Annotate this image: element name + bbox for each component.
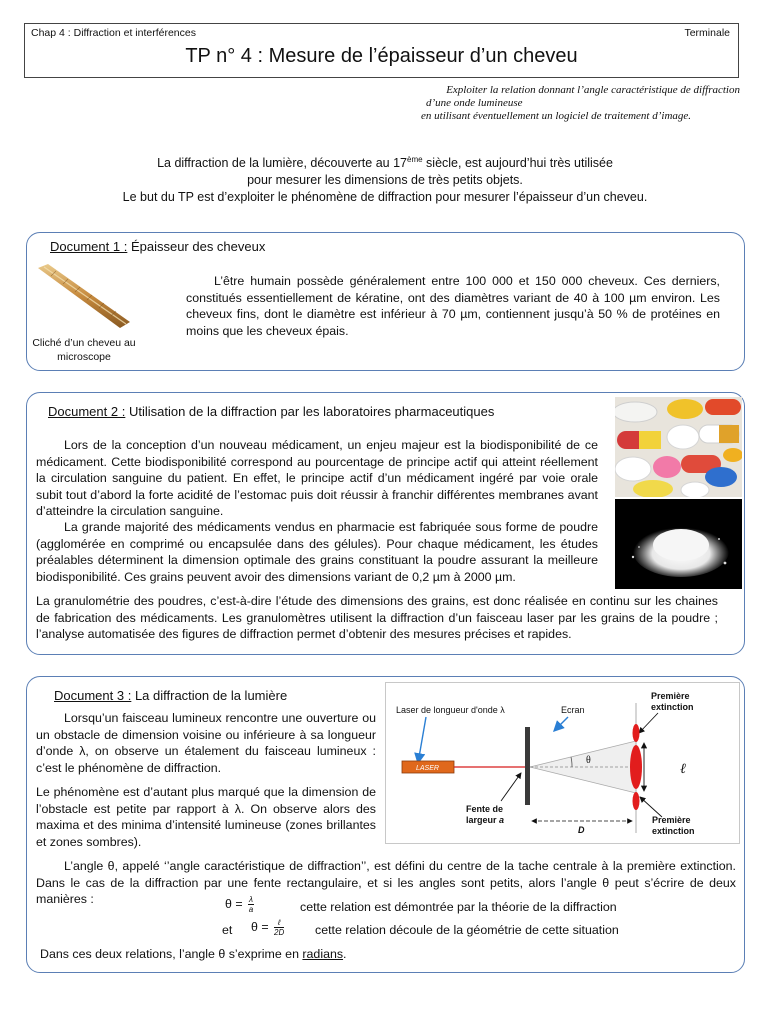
document-3-paragraph-2: Le phénomène est d’autant plus marqué que la dimension de l’obstacle est petite par rapport à λ. On observe alors des maxima et des minima d’intensité lumineuse (zones brillantes et zones sombres). (36, 785, 376, 849)
document-1-text: L’être humain possède généralement entre 100 000 et 150 000 cheveux. Ces derniers, constitués essentiellement de kératine, ont des diamètres variant de 40 à 100 µm environ. Les cheveux fins, dont le diamètre est inférieur à 70 µm, contiennent jusqu’à 50 % de protéines en moins que les cheveux épais. (186, 274, 720, 338)
intro-line-3: Le but du TP est d’exploiter le phénomène de diffraction pour mesurer l’épaisseur d’un cheveu. (122, 190, 648, 205)
secondary-spot-top (633, 724, 640, 742)
document-3-paragraph-3: L’angle θ, appelé ‘’angle caractéristique de diffraction’’, est défini du centre de la tache centrale à la première extinction. Dans le cas de la diffraction par une fente rectangulaire, et si les angles sont petits, alors l’angle θ peut s’écrire de deux manières : (36, 859, 736, 907)
premiere-top-label-1: Première (651, 691, 690, 701)
document-3-paragraph-1: Lorsqu’un faisceau lumineux rencontre une ouverture ou un obstacle de dimension voisine ou inférieure à sa longueur d’onde λ, on observe un étalement du faisceau lumineux : c’est le phénomène de diffraction. (36, 711, 376, 775)
document-3-title: Document 3 : La diffraction de la lumière (54, 688, 288, 703)
formula-2-comment: cette relation découle de la géométrie de cette situation (315, 923, 619, 937)
objectives (330, 84, 740, 123)
ell-label: ℓ (680, 762, 686, 777)
level-label: Terminale (684, 27, 730, 39)
objective-line: en utilisant éventuellement un logiciel de traitement d’image. (421, 110, 692, 122)
laser-label: Laser de longueur d'onde λ (396, 705, 505, 715)
D-label: D (578, 825, 585, 835)
units-sentence: Dans ces deux relations, l’angle θ s’exprime en radians. (40, 947, 347, 961)
slit (525, 727, 530, 805)
header-box (24, 23, 739, 78)
document-2-title: Document 2 : Utilisation de la diffraction par les laboratoires pharmaceutiques (48, 404, 495, 419)
formula-1: θ = $\frac{\lambda}{a}$ (225, 895, 254, 914)
fraction-lambda-over-a: $\frac{\lambda}{a}$ (248, 895, 254, 914)
document-2-paragraph-1: Lors de la conception d’un nouveau médicament, un enjeu majeur est la biodisponibilité de ce médicament. Cette biodisponibilité correspond au pourcentage de principe actif qui atteint réellement la circulation sanguine du patient. En effet, le principe actif d’un médicament ingéré par voie orale subit tout d’abord la forte acidité de l’estomac puis doit réussir à franchir différentes membranes avant d’atteindre la circulation sanguine. (36, 438, 598, 519)
fraction-ell-over-2d: $\frac{\text{ℓ}}{2D}$ (274, 918, 285, 937)
introduction (40, 151, 730, 206)
premiere-top-label-2: extinction (651, 702, 694, 712)
formula-2-et: et (222, 923, 233, 937)
formula-1-comment: cette relation est démontrée par la théorie de la diffraction (300, 900, 617, 914)
formula-2: θ = $\frac{\text{ℓ}}{2D}$ (251, 918, 285, 937)
theta-label: θ (586, 755, 591, 766)
pills-image (615, 397, 742, 497)
central-spot (630, 745, 642, 789)
document-2-paragraph-2: La grande majorité des médicaments vendus en pharmacie est fabriquée sous forme de poudre (agglomérée en comprimé ou encapsulée dans des gélules). Pour chaque médicament, les études préalables déterminent la dimension optimale des grains constituant la poudre assurant la meilleure biodisponibilité. Ces grains peuvent avoir des dimensions variant de 0,2 µm à 2000 µm. (36, 520, 598, 584)
premiere-bottom-label-2: extinction (652, 826, 695, 836)
document-1-title: Document 1 : Épaisseur des cheveux (50, 239, 266, 254)
fente-label-2: largeur a (466, 815, 505, 825)
secondary-spot-bottom (633, 792, 640, 810)
ecran-label: Ecran (561, 705, 585, 715)
intro-line-1: La diffraction de la lumière, découverte au 17ème siècle, est aujourd’hui très utilisée (157, 155, 613, 171)
laser-box-text: LASER (416, 765, 439, 772)
page-title: TP n° 4 : Mesure de l’épaisseur d’un cheveu (185, 45, 578, 67)
objective-line: d’une onde lumineuse (426, 97, 523, 109)
premiere-bottom-label-1: Première (652, 815, 691, 825)
objective-line: Exploiter la relation donnant l’angle caractéristique de diffraction (446, 84, 740, 96)
intro-line-2: pour mesurer les dimensions de très petits objets. (247, 173, 523, 188)
hair-image-caption: Cliché d’un cheveu au microscope (32, 337, 136, 363)
powder-image (615, 499, 742, 589)
document-2-paragraph-3: La granulométrie des poudres, c’est-à-dire l’étude des dimensions des grains, est donc réalisée en continu sur les chaines de fabrication des médicaments. Les granulomètres utilisent la diffraction d’un faisceau laser par les grains de la poudre ; l’analyse automatisée des figures de diffraction permet d’obtenir des mesures précises et rapides. (36, 594, 718, 642)
chapter-label: Chap 4 : Diffraction et interférences (31, 27, 196, 39)
fente-label-1: Fente de (466, 804, 504, 814)
hair-microscope-image (36, 262, 132, 332)
diffraction-diagram (385, 682, 740, 844)
